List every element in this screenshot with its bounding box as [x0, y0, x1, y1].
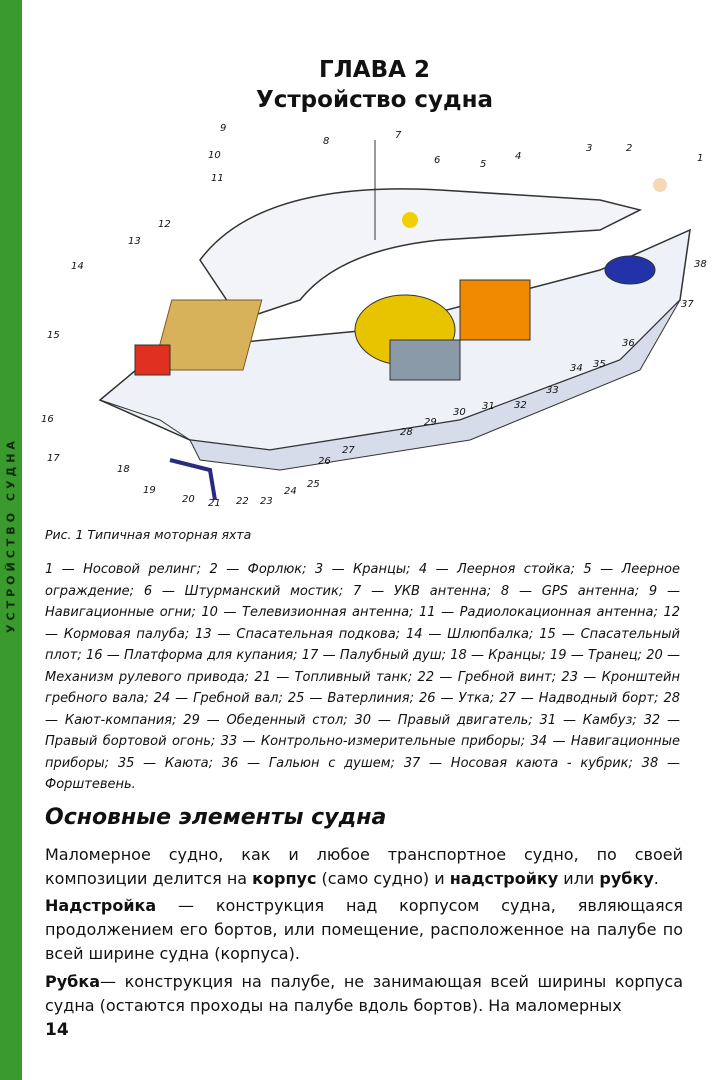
figure-label: 9 [220, 123, 227, 134]
figure-label: 7 [395, 130, 402, 141]
figure-label: 20 [182, 494, 195, 505]
figure-label: 18 [117, 464, 130, 475]
section-heading: Основные элементы судна [45, 805, 387, 830]
term-superstructure: надстройку [449, 869, 559, 888]
figure-label: 30 [453, 407, 466, 418]
figure-label: 24 [284, 486, 297, 497]
figure-label: 4 [515, 151, 522, 162]
figure-label: 29 [424, 417, 437, 428]
term-hull: корпус [252, 869, 317, 888]
figure-label: 34 [570, 363, 583, 374]
figure-label: 6 [434, 155, 441, 166]
term-deckhouse: рубку [599, 869, 654, 888]
figure-label: 16 [41, 414, 54, 425]
paragraph-superstructure [45, 894, 683, 966]
figure-label: 2 [626, 143, 633, 154]
figure-label: 31 [482, 401, 495, 412]
figure-label: 26 [318, 456, 331, 467]
figure-label: 23 [260, 496, 273, 507]
chapter-sidebar [0, 0, 22, 1080]
text: или [558, 869, 600, 888]
figure-label: 15 [47, 330, 60, 341]
chapter-label: ГЛАВА 2 [319, 57, 430, 83]
figure-label: 17 [47, 453, 60, 464]
yacht-drawing [40, 120, 720, 520]
page-number: 14 [45, 1020, 69, 1040]
chapter-title: Устройство судна [255, 87, 494, 113]
figure-label: 8 [323, 136, 330, 147]
figure-label: 3 [586, 143, 593, 154]
chapter-header [22, 55, 727, 115]
figure-label: 11 [211, 173, 224, 184]
figure-label: 38 [694, 259, 707, 270]
figure-label: 28 [400, 427, 413, 438]
definition: — конструкция на палубе, не занимающая всей ширины корпуса судна (остаются проходы на палубе вдоль бортов). На маломерных [45, 972, 683, 1015]
sidebar-title: УСТРОЙСТВО СУДНА [4, 437, 18, 633]
figure-label: 36 [622, 338, 635, 349]
yacht-illustration [40, 120, 720, 520]
figure-label: 35 [593, 359, 606, 370]
definition: — конструкция над корпусом судна, являющаяся продолжением его бортов, или помещение, расположенное на палубе по всей ширине судна (корпуса). [45, 896, 683, 963]
paragraph-intro [45, 843, 683, 891]
figure-label: 37 [681, 299, 694, 310]
figure-label: 33 [546, 385, 559, 396]
figure-label: 10 [208, 150, 221, 161]
figure-label: 1 [697, 153, 704, 164]
paragraph-deckhouse [45, 970, 683, 1018]
figure-label: 25 [307, 479, 320, 490]
figure-label: 21 [208, 498, 221, 509]
text: (само судно) и [316, 869, 450, 888]
figure-label: 19 [143, 485, 156, 496]
figure-label: 13 [128, 236, 141, 247]
figure-caption: Рис. 1 Типичная моторная яхта [45, 527, 252, 542]
figure-label: 32 [514, 400, 527, 411]
figure-label: 5 [480, 159, 487, 170]
term: Рубка [45, 972, 100, 991]
figure-legend: 1 — Носовой релинг; 2 — Форлюк; 3 — Кранцы; 4 — Леерноя стойка; 5 — Леерное ограждение; 6 — Штурманский мостик; 7 — УКВ антенна; 8 — GPS антенна; 9 — Навигационные огни; 10 — Телевизионная антенна; 11 — Радиолокационная антенна; 12 — Кормовая палуба; 13 — Спасательная подкова; 14 — Шлюпбалка; 15 — Спасательный плот; 16 — Платформа для купания; 17 — Палубный душ; 18 — Кранцы; 19 — Транец; 20 — Механизм рулевого привода; 21 — Топливный танк; 22 — Гребной винт; 23 — Кронштейн гребного вала; 24 — Гребной вал; 25 — Ватерлиния; 26 — Утка; 27 — Надводный борт; 28 — Кают-компания; 29 — Обеденный стол; 30 — Правый двигатель; 31 — Камбуз; 32 — Правый бортовой огонь; 33 — Контрольно-измерительные приборы; 34 — Навигационные приборы; 35 — Каюта; 36 — Гальюн с душем; 37 — Носовая каюта - кубрик; 38 — Форштевень. [45, 562, 680, 792]
figure-label: 12 [158, 219, 171, 230]
term: Надстройка [45, 896, 157, 915]
text: . [653, 869, 659, 888]
figure-label: 27 [342, 445, 355, 456]
text: Маломерное судно, как и любое транспортное судно, по своей композиции делится на [45, 845, 683, 888]
figure-label: 14 [71, 261, 84, 272]
figure-label: 22 [236, 496, 249, 507]
